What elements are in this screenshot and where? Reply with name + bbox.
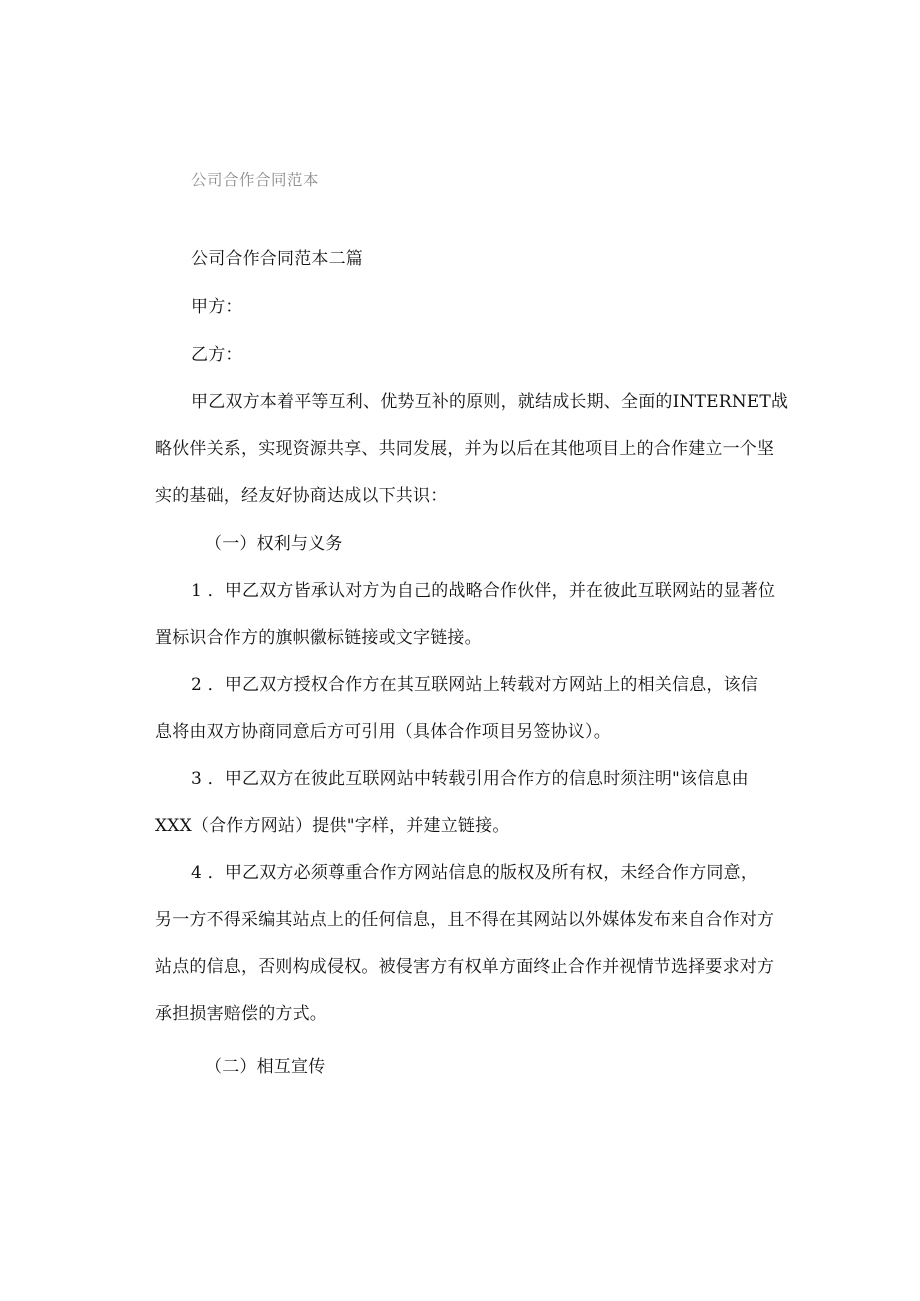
clause-2-line-1: 2 ．甲乙双方授权合作方在其互联网站上转载对方网站上的相关信息，该信 [191, 675, 759, 695]
clause-4-line-1: 4 ．甲乙双方必须尊重合作方网站信息的版权及所有权，未经合作方同意， [191, 863, 759, 883]
intro-line-2: 略伙伴关系，实现资源共享、共同发展，并为以后在其他项目上的合作建立一个坚 [155, 439, 775, 459]
intro-line-1: 甲乙双方本着平等互利、优势互补的原则，就结成长期、全面的INTERNET战 [191, 392, 789, 412]
party-a-label: 甲方： [191, 297, 243, 317]
clause-4-line-2: 另一方不得采编其站点上的任何信息，且不得在其网站以外媒体发布来自合作对方 [155, 910, 775, 930]
intro-line-3: 实的基础，经友好协商达成以下共识： [155, 486, 448, 506]
section-2-heading: （二）相互宣传 [205, 1057, 326, 1077]
document-header: 公司合作合同范本 [191, 171, 320, 189]
clause-2-line-2: 息将由双方协商同意后方可引用（具体合作项目另签协议）。 [155, 722, 611, 742]
party-b-label: 乙方： [191, 345, 243, 365]
clause-1-line-1: 1 ．甲乙双方皆承认对方为自己的战略合作伙伴，并在彼此互联网站的显著位 [191, 581, 776, 601]
clause-3-line-1: 3 ．甲乙双方在彼此互联网站中转载引用合作方的信息时须注明"该信息由 [191, 769, 749, 789]
document-title: 公司合作合同范本二篇 [191, 249, 363, 269]
clause-4-line-3: 站点的信息，否则构成侵权。被侵害方有权单方面终止合作并视情节选择要求对方 [155, 957, 775, 977]
clause-1-line-2: 置标识合作方的旗帜徽标链接或文字链接。 [155, 628, 482, 648]
clause-3-line-2: XXX（合作方网站）提供"字样，并建立链接。 [155, 816, 510, 836]
clause-4-line-4: 承担损害赔偿的方式。 [155, 1004, 327, 1024]
section-1-heading: （一）权利与义务 [205, 534, 343, 554]
